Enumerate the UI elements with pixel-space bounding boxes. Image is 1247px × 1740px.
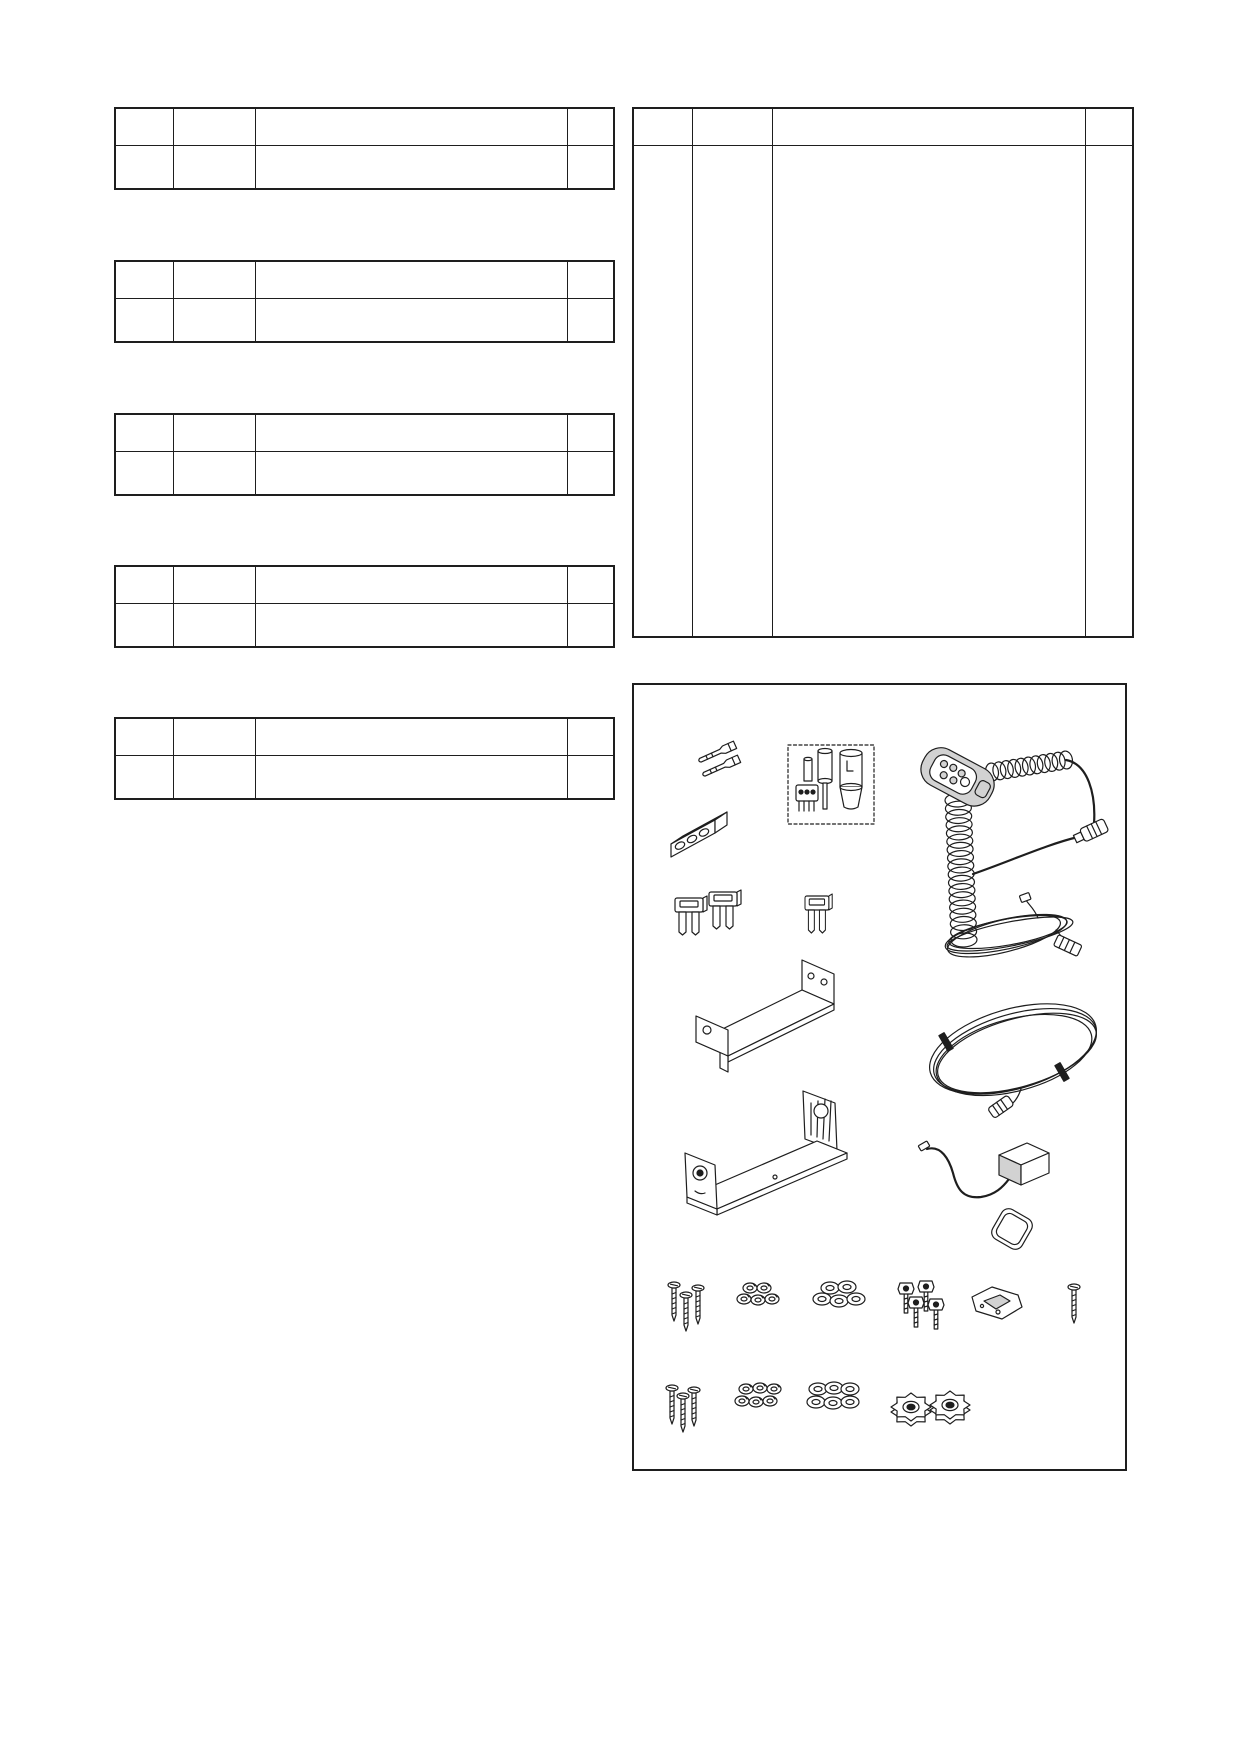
table-cell-1	[115, 299, 174, 343]
spring-washers-set-b-illustration	[735, 1383, 781, 1407]
table-row	[115, 452, 614, 496]
microphone-illustration	[915, 741, 1109, 947]
table-cell-4	[568, 604, 615, 648]
mounting-pad	[989, 1206, 1035, 1252]
header-cell-1	[633, 108, 693, 146]
header-cell-4	[568, 108, 615, 146]
header-cell-1	[115, 718, 174, 756]
parts-table-grid	[114, 717, 615, 800]
header-cell-1	[115, 108, 174, 146]
table-cell-3	[256, 756, 568, 800]
flat-washers-set-b-illustration	[807, 1382, 859, 1409]
table-cell-2	[174, 604, 256, 648]
parts-table-grid	[114, 413, 615, 496]
bolts-set-illustration	[898, 1281, 944, 1329]
tapping-screws-set-a-illustration	[668, 1282, 704, 1331]
accessories-illustration	[634, 685, 1125, 1469]
blade-fuses-pair-illustration	[675, 890, 741, 935]
header-cell-4	[1086, 108, 1134, 146]
table-row	[115, 146, 614, 190]
flat-washers-set-a-illustration	[813, 1281, 865, 1307]
table-header-row	[115, 108, 614, 146]
single-screw-illustration	[1068, 1284, 1080, 1323]
table-cell-2	[174, 299, 256, 343]
table-cell-1	[633, 146, 693, 638]
header-cell-4	[568, 566, 615, 604]
parts-table-5	[114, 717, 608, 800]
header-cell-1	[115, 261, 174, 299]
table-cell-2	[174, 452, 256, 496]
parts-table-grid	[114, 565, 615, 648]
table-header-row	[115, 414, 614, 452]
table-cell-4	[568, 146, 615, 190]
header-cell-1	[115, 566, 174, 604]
accessories-illustration-panel	[632, 683, 1127, 1471]
table-cell-3	[256, 146, 568, 190]
coaxial-cable-illustration	[919, 987, 1106, 1119]
table-cell-3	[773, 146, 1086, 638]
tapping-screws-set-b-illustration	[666, 1385, 700, 1432]
header-cell-4	[568, 414, 615, 452]
parts-table-large	[632, 107, 1127, 638]
mic-coiled-cord-lower	[945, 792, 978, 947]
table-cell-3	[256, 299, 568, 343]
flush-mount-bracket-illustration	[685, 1091, 847, 1215]
spring-washers-set-a-illustration	[737, 1283, 779, 1305]
header-cell-2	[174, 261, 256, 299]
dc-power-cable-illustration	[942, 892, 1082, 965]
parts-table-1	[114, 107, 608, 190]
power-connector-plug-illustration	[671, 812, 727, 857]
header-cell-3	[256, 261, 568, 299]
mounting-bracket-illustration	[696, 960, 834, 1072]
table-cell-1	[115, 452, 174, 496]
table-row	[633, 146, 1133, 638]
table-row	[115, 756, 614, 800]
parts-table-grid	[114, 260, 615, 343]
parts-table-4	[114, 565, 608, 648]
header-cell-3	[256, 718, 568, 756]
table-header-row	[115, 261, 614, 299]
header-cell-2	[174, 414, 256, 452]
table-cell-3	[256, 604, 568, 648]
crimp-pin-terminals-illustration	[697, 741, 740, 778]
parts-table-grid	[114, 107, 615, 190]
mic-hanger-clip-illustration	[972, 1287, 1022, 1319]
mic-coiled-cord-upper	[984, 750, 1074, 782]
table-cell-1	[115, 146, 174, 190]
gps-antenna-illustration	[918, 1141, 1049, 1252]
header-cell-4	[568, 261, 615, 299]
header-cell-3	[256, 566, 568, 604]
table-cell-4	[568, 299, 615, 343]
header-cell-3	[773, 108, 1086, 146]
table-cell-2	[174, 756, 256, 800]
header-cell-3	[256, 414, 568, 452]
table-cell-4	[568, 452, 615, 496]
table-cell-1	[115, 604, 174, 648]
header-cell-2	[693, 108, 773, 146]
table-row	[115, 299, 614, 343]
table-cell-3	[256, 452, 568, 496]
table-header-row	[115, 718, 614, 756]
parts-table-2	[114, 260, 608, 343]
header-cell-3	[256, 108, 568, 146]
header-cell-2	[174, 566, 256, 604]
header-cell-2	[174, 108, 256, 146]
table-cell-4	[1086, 146, 1134, 638]
table-cell-1	[115, 756, 174, 800]
header-cell-2	[174, 718, 256, 756]
table-row	[115, 604, 614, 648]
table-header-row	[633, 108, 1133, 146]
connector-parts-kit-illustration	[788, 745, 874, 824]
table-cell-2	[693, 146, 773, 638]
table-cell-2	[174, 146, 256, 190]
mic-connector	[1072, 818, 1109, 845]
header-cell-4	[568, 718, 615, 756]
table-cell-4	[568, 756, 615, 800]
header-cell-1	[115, 414, 174, 452]
parts-table-3	[114, 413, 608, 496]
table-header-row	[115, 566, 614, 604]
blade-fuse-single-illustration	[805, 894, 832, 933]
parts-table-grid	[632, 107, 1134, 638]
mounting-knobs-illustration	[891, 1391, 970, 1426]
